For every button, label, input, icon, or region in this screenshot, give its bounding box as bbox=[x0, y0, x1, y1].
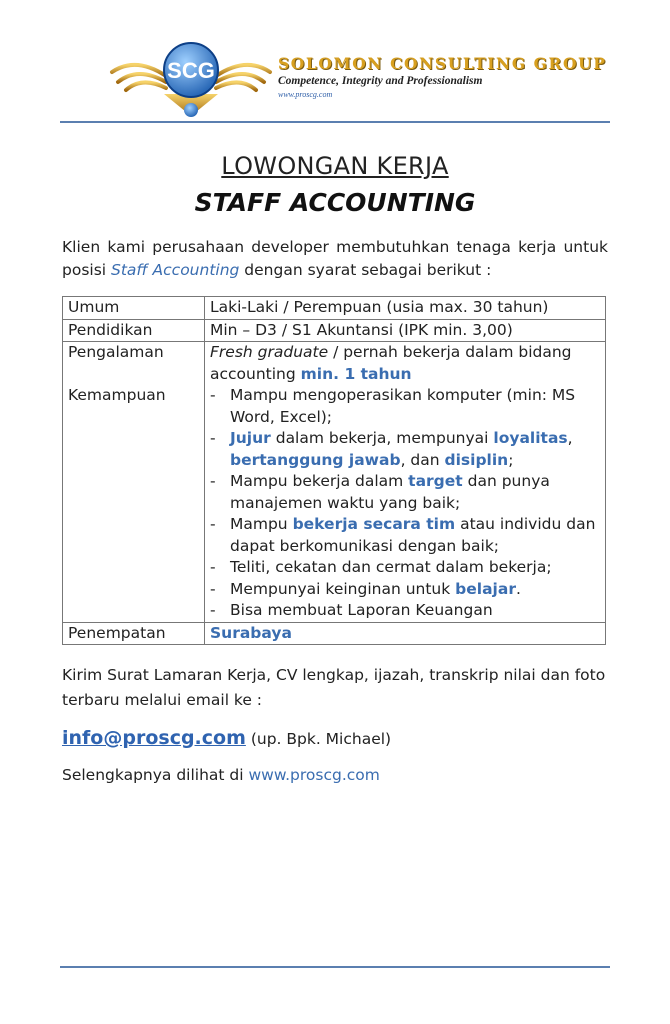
table-row bbox=[63, 319, 606, 342]
more-info-line bbox=[62, 766, 380, 784]
skill-text: Mampu mengoperasikan komputer (min: MS Word, Excel); bbox=[230, 386, 576, 426]
list-item bbox=[210, 385, 601, 428]
skill-text: Mempunyai keinginan untuk bbox=[230, 579, 456, 598]
requirements-table bbox=[62, 296, 606, 645]
penempatan-label: Penempatan bbox=[63, 622, 205, 645]
list-item bbox=[210, 471, 601, 514]
skill-text: . bbox=[515, 579, 521, 598]
company-tagline: Competence, Integrity and Professionalism bbox=[278, 75, 483, 87]
footer-divider bbox=[60, 966, 610, 968]
skills-list bbox=[210, 385, 601, 622]
label-spacer bbox=[68, 364, 200, 386]
skill-text: , dan bbox=[400, 450, 445, 469]
intro-position: Staff Accounting bbox=[111, 261, 240, 279]
intro-text: Klien kami perusahaan developer membutuhkan tenaga kerja untuk posisi bbox=[62, 238, 608, 279]
skill-highlight: Jujur bbox=[230, 429, 271, 447]
closing-paragraph: Kirim Surat Lamaran Kerja, CV lengkap, ijazah, transkrip nilai dan foto terbaru melalui email ke : bbox=[62, 666, 606, 709]
table-row bbox=[63, 342, 606, 623]
pendidikan-label: Pendidikan bbox=[63, 319, 205, 342]
pengalaman-italic: Fresh graduate bbox=[210, 343, 329, 361]
list-item bbox=[210, 557, 601, 579]
pengalaman-kemampuan-labels bbox=[63, 342, 205, 623]
company-name: SOLOMON CONSULTING GROUP bbox=[278, 54, 607, 73]
umum-value: Laki-Laki / Perempuan (usia max. 30 tahun) bbox=[205, 297, 606, 320]
kemampuan-label: Kemampuan bbox=[68, 386, 166, 404]
contact-note: (up. Bpk. Michael) bbox=[245, 730, 392, 748]
table-row bbox=[63, 297, 606, 320]
list-item bbox=[210, 428, 601, 471]
more-text: Selengkapnya dilihat di bbox=[62, 766, 249, 784]
skill-text: Mampu bekerja dalam bbox=[230, 472, 409, 490]
skill-highlight: bertanggung jawab bbox=[230, 450, 401, 469]
skill-text: atau individu dan dapat berkomunikasi dengan baik; bbox=[230, 515, 596, 555]
table-row bbox=[63, 622, 606, 645]
header bbox=[60, 30, 610, 120]
page-title: LOWONGAN KERJA bbox=[221, 152, 449, 180]
skill-text: dan punya manajemen waktu yang baik; bbox=[230, 472, 550, 512]
company-block bbox=[278, 54, 606, 99]
pengalaman-text: / pernah bekerja dalam bidang accounting bbox=[210, 343, 572, 383]
umum-label: Umum bbox=[63, 297, 205, 320]
job-title: STAFF ACCOUNTING bbox=[194, 188, 476, 217]
header-divider bbox=[60, 121, 610, 123]
intro-paragraph bbox=[62, 236, 608, 282]
skill-text: Mampu bbox=[230, 515, 293, 533]
penempatan-value: Surabaya bbox=[205, 622, 606, 645]
intro-text-end: dengan syarat sebagai berikut : bbox=[239, 261, 492, 279]
list-item bbox=[210, 514, 601, 557]
company-url[interactable]: www.proscg.com bbox=[278, 90, 333, 99]
email-link[interactable]: info@proscg.com bbox=[62, 727, 246, 749]
scg-logo bbox=[106, 38, 276, 118]
logo-text: SCG bbox=[167, 58, 215, 83]
skill-highlight: belajar bbox=[455, 579, 516, 598]
pendidikan-value: Min – D3 / S1 Akuntansi (IPK min. 3,00) bbox=[205, 319, 606, 342]
skill-highlight: bekerja secara tim bbox=[292, 515, 456, 533]
contact-line bbox=[62, 727, 391, 749]
pengalaman-kemampuan-values bbox=[205, 342, 606, 623]
skill-text: ; bbox=[508, 450, 514, 469]
list-item bbox=[210, 600, 601, 622]
pengalaman-highlight: min. 1 tahun bbox=[300, 364, 412, 383]
skill-text: Bisa membuat Laporan Keuangan bbox=[230, 601, 493, 619]
pengalaman-label: Pengalaman bbox=[68, 343, 164, 361]
skill-text: dalam bekerja, mempunyai bbox=[270, 429, 494, 447]
skill-highlight: loyalitas bbox=[493, 429, 568, 447]
skill-highlight: disiplin bbox=[444, 450, 509, 469]
pengalaman-value bbox=[210, 342, 601, 385]
skill-text: , bbox=[567, 429, 573, 447]
list-item bbox=[210, 579, 601, 601]
website-link[interactable]: www.proscg.com bbox=[248, 766, 380, 784]
skill-text: Teliti, cekatan dan cermat dalam bekerja; bbox=[230, 558, 552, 576]
skill-highlight: target bbox=[408, 472, 463, 490]
